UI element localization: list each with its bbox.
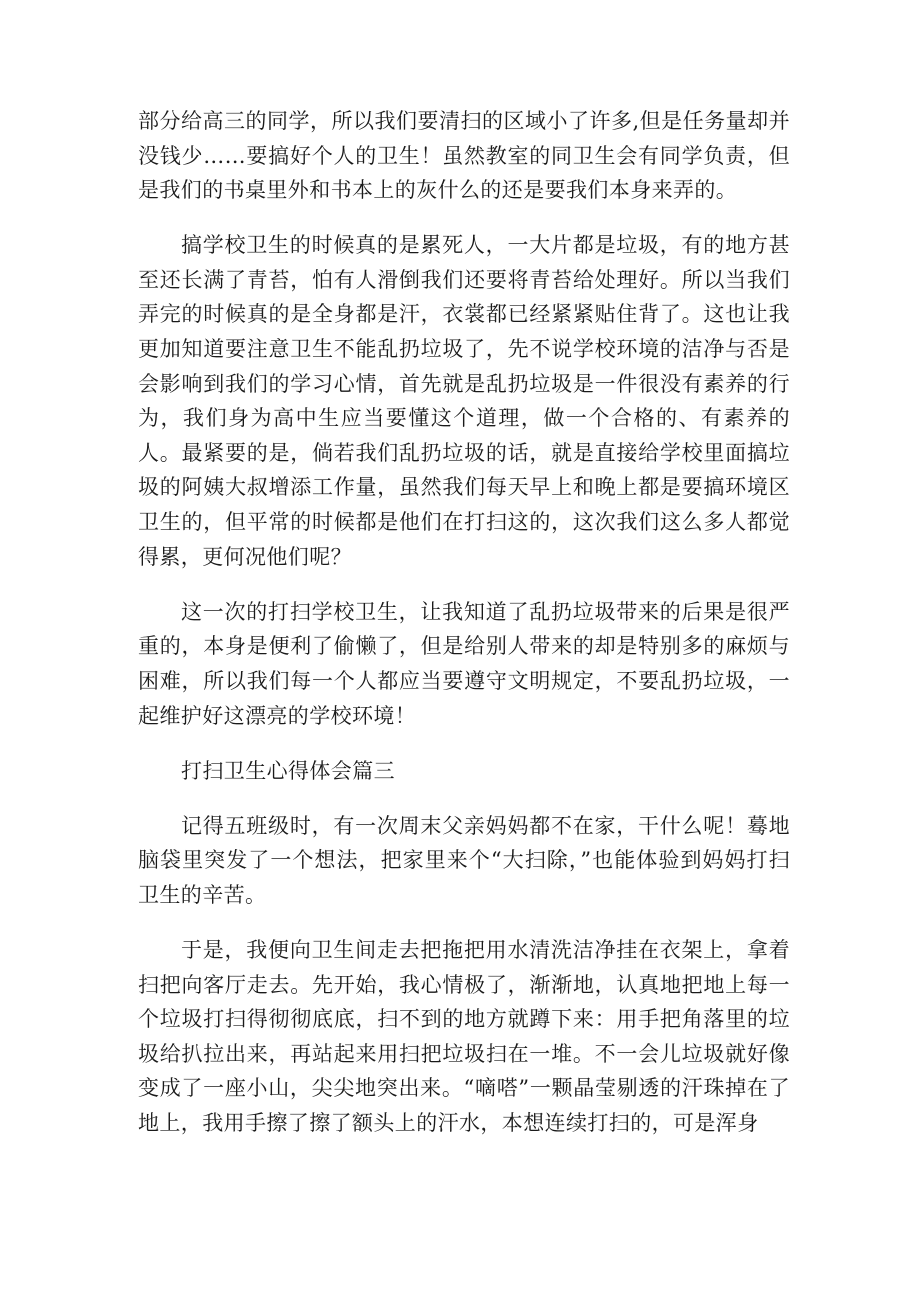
paragraph-2: 搞学校卫生的时候真的是累死人，一大片都是垃圾，有的地方甚至还长满了青苔，怕有人滑倒我们还要将青苔给处理好。所以当我们弄完的时候真的是全身都是汗，衣裳都已经紧紧贴住背了。这也让我更加知道要注意卫生不能乱扔垃圾了，先不说学校环境的洁净与否是会影响到我们的学习心情，首先就是乱扔垃圾是一件很没有素养的行为，我们身为高中生应当要懂这个道理，做一个合格的、有素养的人。最紧要的是，倘若我们乱扔垃圾的话，就是直接给学校里面搞垃圾的阿姨大叔增添工作量，虽然我们每天早上和晚上都是要搞环境区卫生的，但平常的时候都是他们在打扫这的，这次我们这么多人都觉得累，更何况他们呢？: [138, 233, 790, 569]
document-body: [138, 104, 790, 1141]
paragraph-3: 这一次的打扫学校卫生，让我知道了乱扔垃圾带来的后果是很严重的，本身是便利了偷懒了，但是给别人带来的却是特别多的麻烦与困难，所以我们每一个人都应当要遵守文明规定，不要乱扔垃圾，一起维护好这漂亮的学校环境！: [138, 599, 790, 728]
section-heading: 打扫卫生心得体会篇三: [181, 758, 395, 783]
paragraph-4: 记得五班级时，有一次周末父亲妈妈都不在家，干什么呢！蓦地脑袋里突发了一个想法，把家里来个“大扫除，”也能体验到妈妈打扫卫生的辛苦。: [138, 813, 790, 907]
paragraph-1: 部分给高三的同学，所以我们要清扫的区域小了许多,但是任务量却并没钱少……要搞好个人的卫生！虽然教室的同卫生会有同学负责，但是我们的书桌里外和书本上的灰什么的还是要我们本身来弄的。: [138, 109, 790, 203]
paragraph-5: 于是，我便向卫生间走去把拖把用水清洗洁净挂在衣架上，拿着扫把向客厅走去。先开始，我心情极了，渐渐地，认真地把地上每一个垃圾打扫得彻彻底底，扫不到的地方就蹲下来：用手把角落里的垃圾给扒拉出来，再站起来用扫把垃圾扫在一堆。不一会儿垃圾就好像变成了一座小山，尖尖地突出来。“嘀嗒”一颗晶莹剔透的汗珠掉在了地上，我用手擦了擦了额头上的汗水，本想连续打扫的，可是浑身: [138, 937, 790, 1135]
